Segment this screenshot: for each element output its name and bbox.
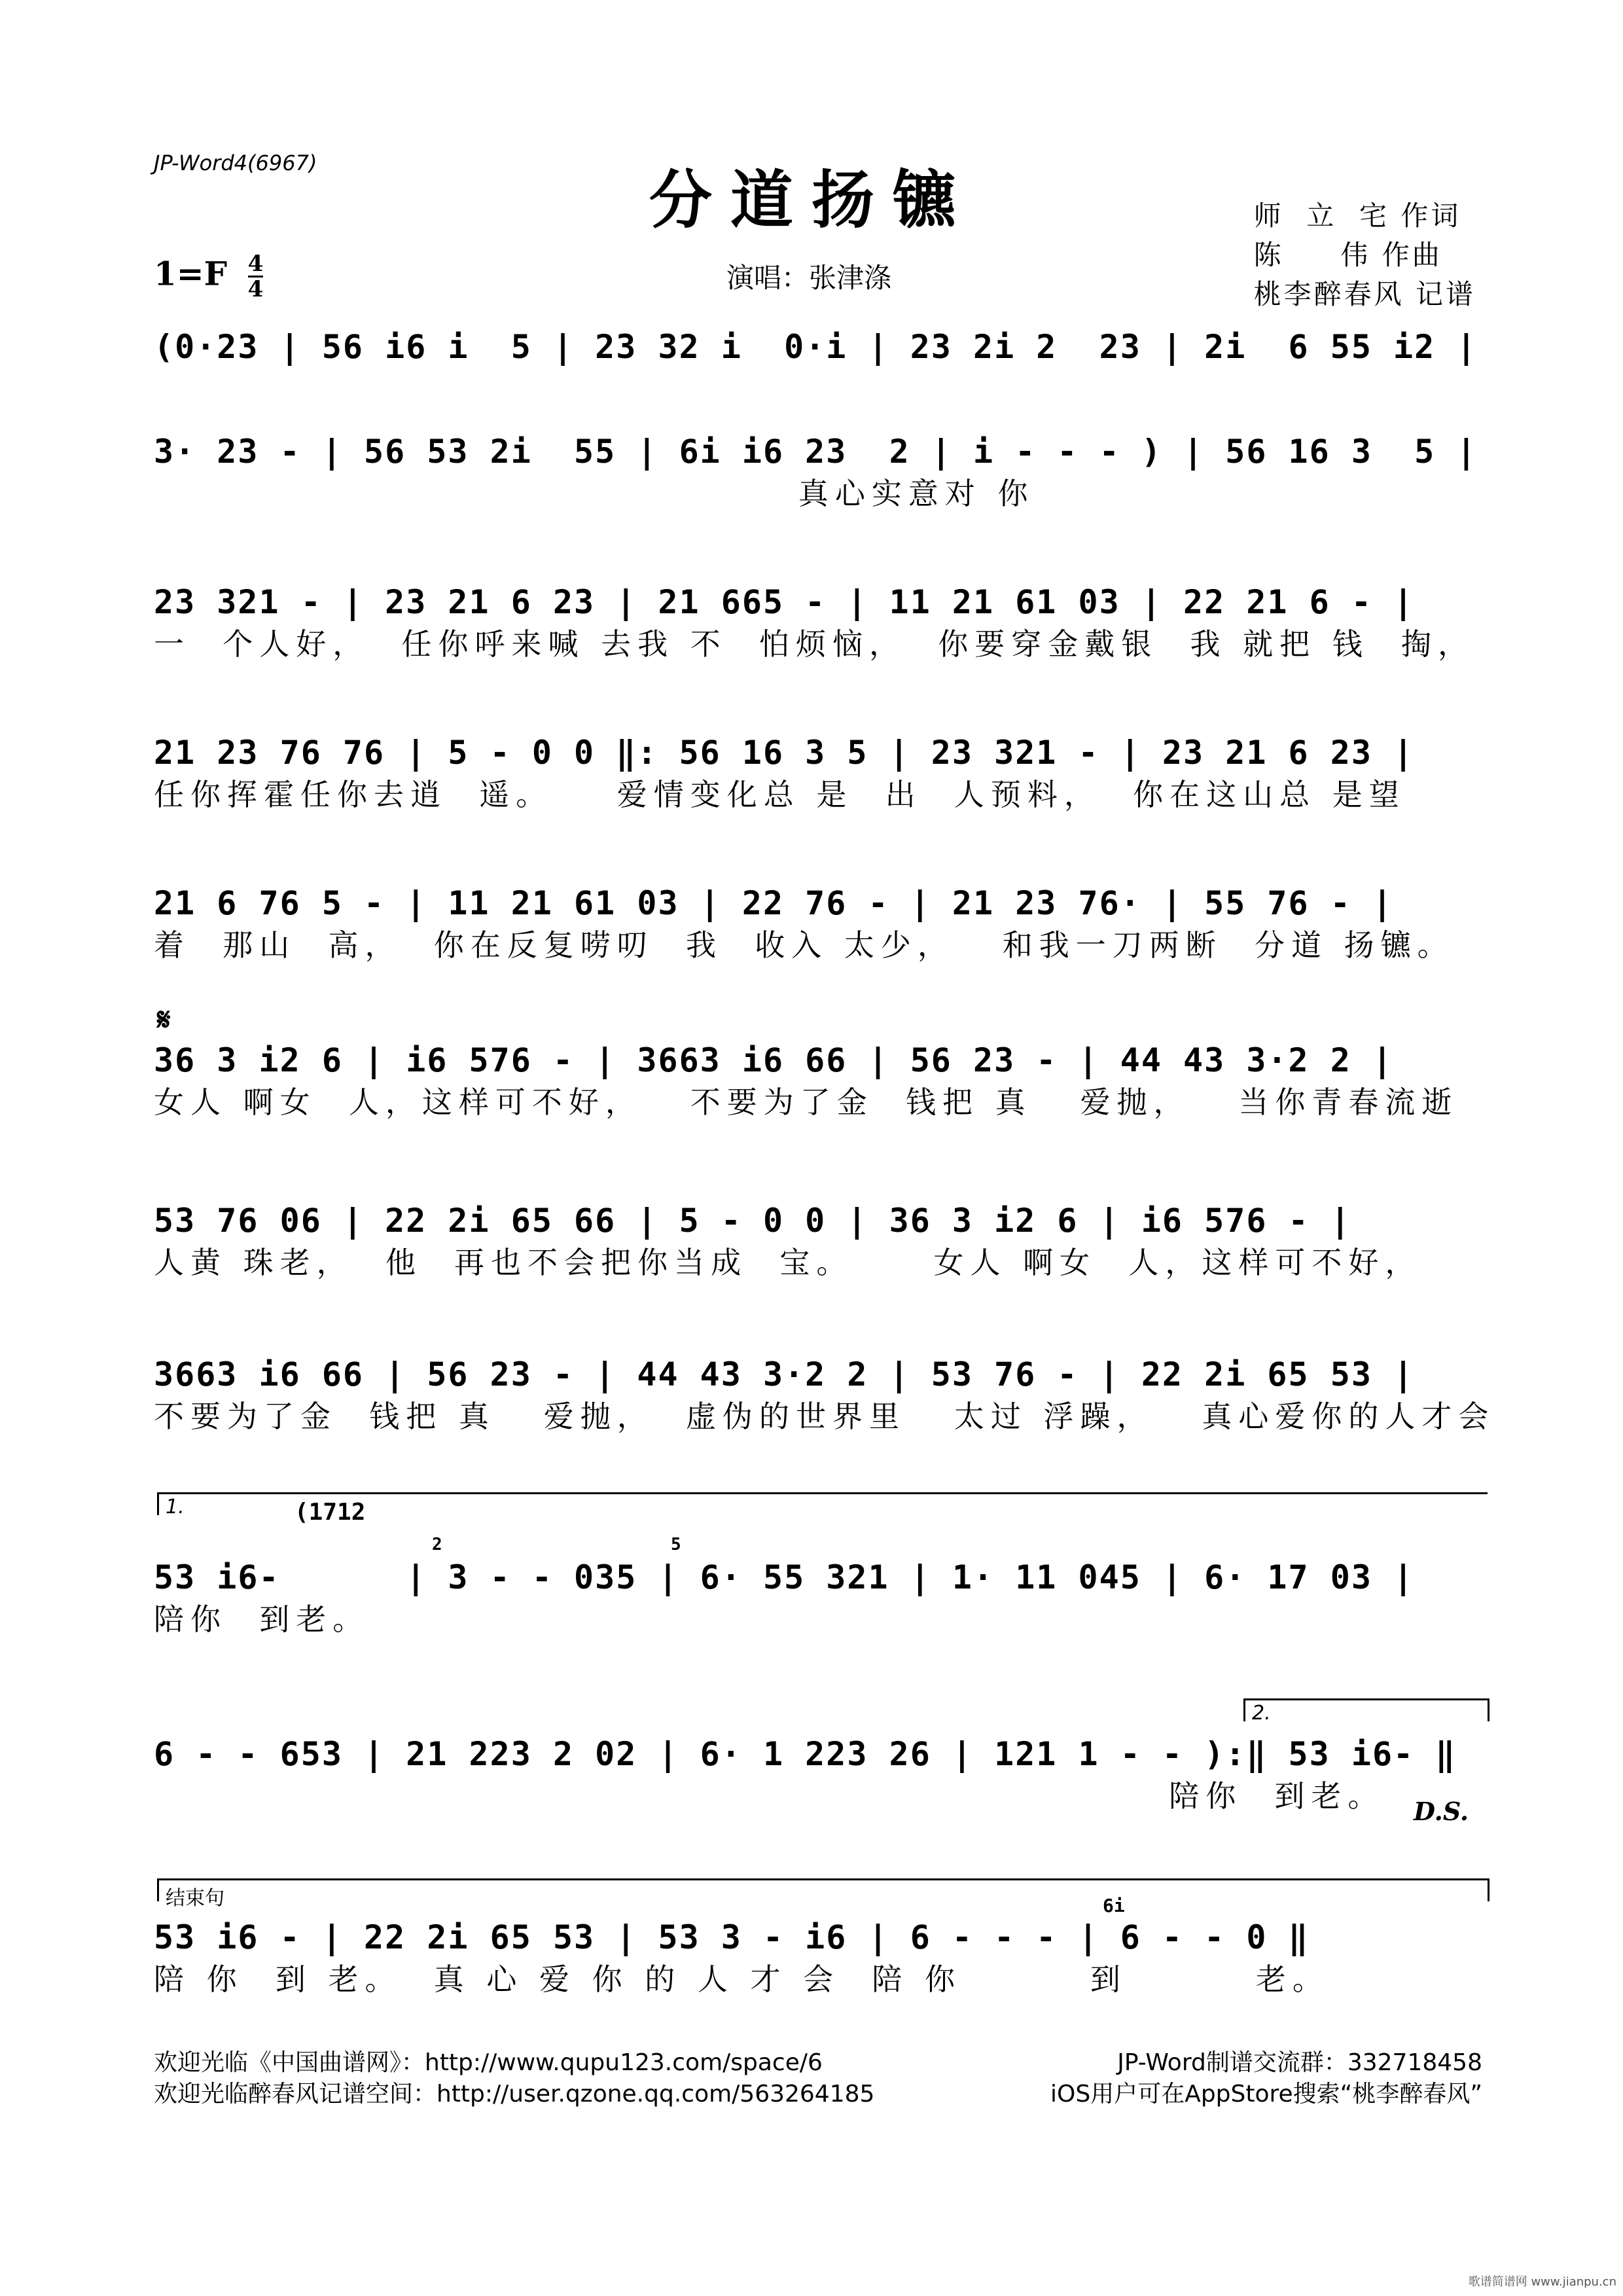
singer-credit: 演唱：张津涤 xyxy=(726,262,892,294)
notation-line: 21 23 76 76 | 5 - 0 0 ‖: 56 16 3 5 | 23 321 - | 23 21 6 23 | xyxy=(154,734,1415,772)
lyric-line: 着 那山 高， 你在反复唠叨 我 收入 太少， 和我一刀两断 分道 扬镳。 xyxy=(154,927,1454,963)
score-row-6 xyxy=(154,1041,1482,1121)
footer-group-info: JP-Word制谱交流群：332718458 xyxy=(1117,2049,1482,2076)
score-row-4 xyxy=(154,733,1482,813)
notation-line: 53 i6- | 3 - - 035 | 6· 55 321 | 1· 11 045 | 6· 17 03 | xyxy=(154,1558,1415,1596)
score-row-10 xyxy=(154,1734,1482,1814)
lyric-line: 任你挥霍任你去逍 遥。 爱情变化总 是 出 人预料， 你在这山总 是望 xyxy=(154,777,1406,812)
lyric-line: 陪你 到老。 xyxy=(154,1602,370,1637)
notation-line: (0·23 | 56 i6 i 5 | 23 32 i 0·i | 23 2i 2 23 | 2i 6 55 i2 | xyxy=(154,328,1478,366)
lyric-line: 人黄 珠老， 他 再也不会把你当成 宝。 女人 啊女 人，这样可不好， xyxy=(154,1245,1422,1280)
footer-line-1 xyxy=(154,2047,1482,2079)
lyric-line: 一 个人好， 任你呼来喊 去我 不 怕烦恼， 你要穿金戴银 我 就把 钱 掏， xyxy=(154,626,1474,662)
volta-1-pickup: (1712 xyxy=(294,1499,366,1526)
notation-line: 53 i6 - | 22 2i 65 53 | 53 3 - i6 | 6 - - - | 6 - - 0 ‖ xyxy=(154,1918,1310,1956)
segno-icon: 𝄋 xyxy=(157,1001,171,1038)
score-row-8 xyxy=(154,1355,1495,1435)
lyric-line: 女人 啊女 人，这样可不好， 不要为了金 钱把 真 爱抛， 当你青春流逝 xyxy=(154,1085,1459,1120)
score-row-7 xyxy=(154,1201,1482,1281)
footer-space-link[interactable]: 欢迎光临醉春风记谱空间：http://user.qzone.qq.com/563264185 xyxy=(154,2081,875,2108)
footer xyxy=(154,2047,1482,2110)
score-row-11 xyxy=(154,1918,1482,1998)
notation-line: 23 321 - | 23 21 6 23 | 21 665 - | 11 21 61 03 | 22 21 6 - | xyxy=(154,583,1415,621)
footer-line-2 xyxy=(154,2079,1482,2110)
score-row-9 xyxy=(154,1558,1482,1638)
credits-block xyxy=(1254,196,1476,314)
watermark: 歌谱简谱网 www.jianpu.cn xyxy=(1468,2275,1616,2289)
lyric-line: 不要为了金 钱把 真 爱抛， 虚伪的世界里 太过 浮躁， 真心爱你的人才会 xyxy=(154,1399,1495,1434)
volta-1-label: 1. xyxy=(166,1496,185,1518)
volta-2-label: 2. xyxy=(1252,1702,1271,1725)
notation-line: 21 6 76 5 - | 11 21 61 03 | 22 76 - | 21 23 76· | 55 76 - | xyxy=(154,884,1394,922)
score-row-1 xyxy=(154,327,1482,370)
key-label: 1=F xyxy=(154,254,228,293)
time-denominator: 4 xyxy=(247,276,264,302)
volta-2-bracket xyxy=(1243,1698,1489,1725)
score-row-5 xyxy=(154,884,1482,963)
software-label: JP-Word4(6967) xyxy=(154,151,317,175)
lyricist-credit: 师 立 宅 作词 xyxy=(1253,200,1461,232)
key-signature xyxy=(154,252,263,301)
footer-ios-info: iOS用户可在AppStore搜索“桃李醉春风” xyxy=(1050,2081,1482,2108)
notation-line: 3· 23 - | 56 53 2i 55 | 6i i6 23 2 | i - - - ) | 56 16 3 5 | xyxy=(154,433,1478,471)
score-row-2 xyxy=(154,432,1482,512)
page-title: 分道扬镳 xyxy=(649,163,974,237)
footer-site-link[interactable]: 欢迎光临《中国曲谱网》：http://www.qupu123.com/space/6 xyxy=(154,2049,823,2076)
notation-line: 6 - - 653 | 21 223 2 02 | 6· 1 223 26 | 121 1 - - ):‖ 53 i6- ‖ xyxy=(154,1735,1457,1773)
notation-line: 53 76 06 | 22 2i 65 66 | 5 - 0 0 | 36 3 i2 6 | i6 576 - | xyxy=(154,1202,1351,1240)
transcriber-credit: 桃李醉春风 记谱 xyxy=(1253,278,1476,310)
lyric-line: 陪 你 到 老。 真 心 爱 你 的 人 才 会 陪 你 到 老。 xyxy=(154,1962,1329,1997)
notation-line: 3663 i6 66 | 56 23 - | 44 43 3·2 2 | 53 76 - | 22 2i 65 53 | xyxy=(154,1355,1415,1393)
ds-mark: D.S. xyxy=(1414,1797,1469,1826)
notation-line: 36 3 i2 6 | i6 576 - | 3663 i6 66 | 56 23 - | 44 43 3·2 2 | xyxy=(154,1041,1394,1079)
grace-note: 2 xyxy=(432,1535,442,1554)
score-row-3 xyxy=(154,583,1482,662)
ending-label: 结束句 xyxy=(166,1887,224,1910)
lyric-line: 陪你 到老。 xyxy=(154,1778,1385,1814)
composer-credit: 陈 伟 作曲 xyxy=(1253,239,1442,271)
time-numerator: 4 xyxy=(247,251,264,277)
time-signature xyxy=(248,252,264,301)
grace-note: 6i xyxy=(1103,1895,1125,1916)
lyric-line: 真心实意对 你 xyxy=(154,476,1035,511)
grace-note: 5 xyxy=(671,1535,681,1554)
